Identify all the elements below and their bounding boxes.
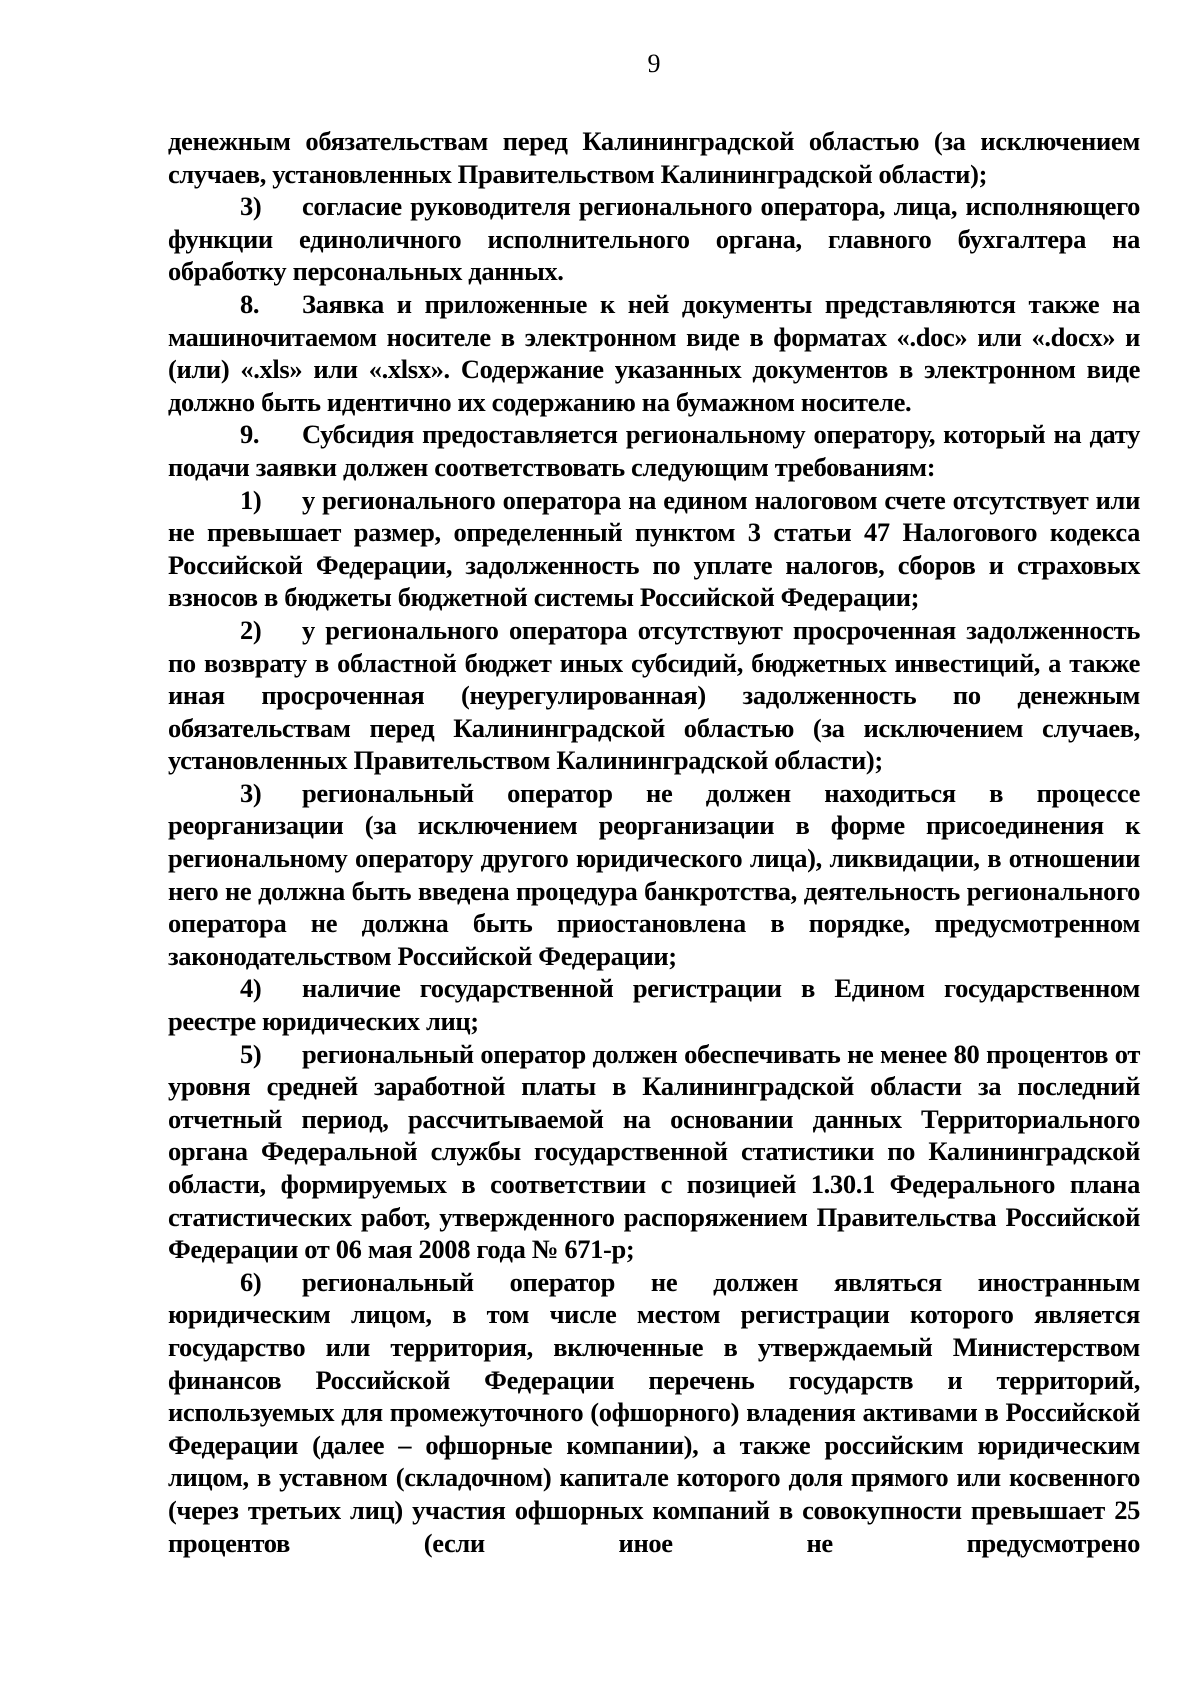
paragraph-item-4-registration — [168, 972, 1140, 1037]
paragraph-text: Субсидия предоставляется региональному оператору, который на дату подачи заявки должен соответствовать следующим требованиям: — [168, 419, 1140, 482]
item-number: 3) — [240, 191, 262, 222]
document-body — [168, 125, 1140, 1559]
item-number: 5) — [240, 1038, 262, 1069]
paragraph-text: наличие государственной регистрации в Едином государственном реестре юридических лиц; — [168, 973, 1140, 1037]
paragraph-text: Заявка и приложенные к ней документы представляются также на машиночитаемом носителе в электронном виде в форматах «.doc» или «.docx» и (или) «.xls» или «.xlsx». Содержание указанных документов в электронном виде должно быть идентично их содержанию на бумажном носителе. — [168, 288, 1140, 417]
paragraph-continuation — [168, 125, 1140, 190]
item-number: 3) — [240, 777, 262, 808]
page-number: 9 — [647, 49, 661, 78]
paragraph-text: региональный оператор не должен являться иностранным юридическим лицом, в том числе местом регистрации которого является государство или территория, включенные в утверждаемый Министерством финансов Российской Федерации перечень государств и территорий, используемых для промежуточного (офшорного) владения активами в Российской Федерации (далее – офшорные компании), а также российским юридическим лицом, в уставном (складочном) капитале которого доля прямого или косвенного (через третьих лиц) участия офшорных компаний в совокупности превышает 25 процентов (если иное не предусмотрено — [168, 1266, 1140, 1558]
clause-number: 8. — [240, 288, 260, 319]
item-number: 6) — [240, 1266, 262, 1297]
paragraph-text: согласие руководителя регионального оператора, лица, исполняющего функции единоличного исполнительного органа, главного бухгалтера на обработку персональных данных. — [168, 191, 1140, 287]
paragraph-text: денежным обязательствам перед Калининградской областью (за исключением случаев, установленных Правительством Калининградской области); — [168, 126, 1140, 189]
paragraph-clause-8 — [168, 288, 1140, 418]
paragraph-item-6-offshore — [168, 1266, 1140, 1559]
paragraph-clause-9 — [168, 418, 1140, 483]
paragraph-item-3-consent — [168, 190, 1140, 288]
clause-number: 9. — [240, 419, 260, 450]
item-number: 4) — [240, 973, 262, 1004]
document-page — [168, 48, 1140, 1559]
paragraph-text: региональный оператор не должен находиться в процессе реорганизации (за исключением реорганизации в форме присоединения к региональному оператору другого юридического лица), ликвидации, в отношении него не должна быть введена процедура банкротства, деятельность регионального оператора не должна быть приостановлена в порядке, предусмотренном законодательством Российской Федерации; — [168, 777, 1140, 971]
paragraph-text: у регионального оператора на едином налоговом счете отсутствует или не превышает размер, определенный пунктом 3 статьи 47 Налогового кодекса Российской Федерации, задолженность по уплате налогов, сборов и страховых взносов в бюджеты бюджетной системы Российской Федерации; — [168, 484, 1140, 613]
item-number: 2) — [240, 614, 262, 645]
paragraph-item-5-salary — [168, 1038, 1140, 1266]
paragraph-text: у регионального оператора отсутствуют просроченная задолженность по возврату в областной бюджет иных субсидий, бюджетных инвестиций, а также иная просроченная (неурегулированная) задолженность по денежным обязательствам перед Калининградской областью (за исключением случаев, установленных Правительством Калининградской области); — [168, 614, 1140, 776]
paragraph-item-1-tax — [168, 484, 1140, 614]
paragraph-item-2-debt — [168, 614, 1140, 777]
paragraph-text: региональный оператор должен обеспечивать не менее 80 процентов от уровня средней заработной платы в Калининградской области за последний отчетный период, рассчитываемой на основании данных Территориального органа Федеральной службы государственной статистики по Калининградской области, формируемых в соответствии с позицией 1.30.1 Федерального плана статистических работ, утвержденного распоряжением Правительства Российской Федерации от 06 мая 2008 года № 671-р; — [168, 1038, 1140, 1265]
item-number: 1) — [240, 484, 262, 515]
paragraph-item-3-reorganization — [168, 777, 1140, 973]
